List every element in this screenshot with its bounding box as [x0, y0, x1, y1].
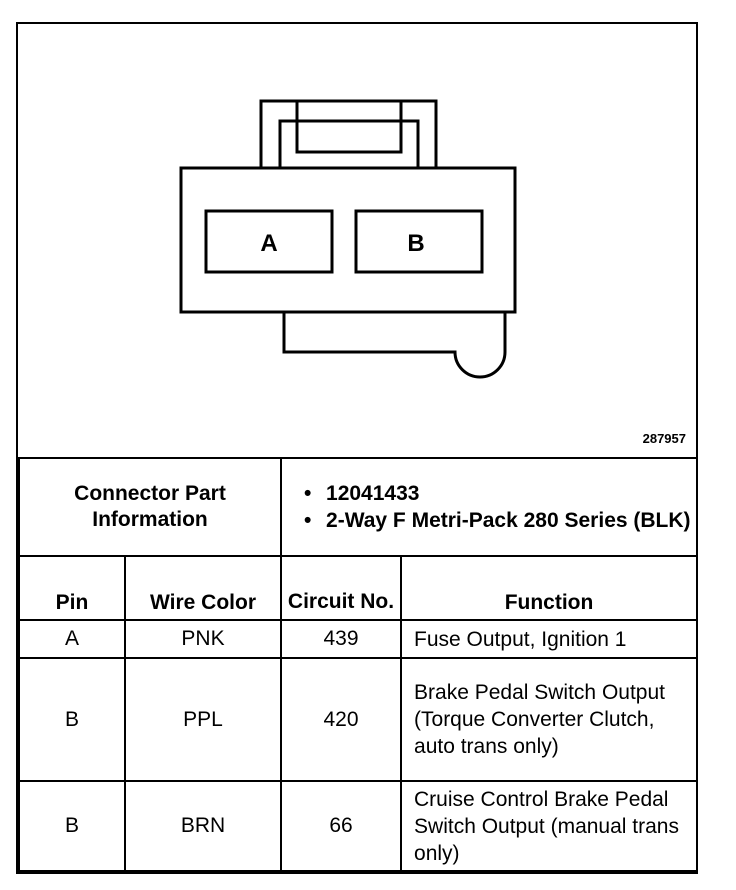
latch-outer: [261, 101, 436, 168]
header-function: Function: [401, 556, 697, 620]
latch-window: [297, 101, 401, 152]
connector-figure: [18, 24, 696, 457]
pin-label-b: B: [407, 230, 425, 257]
cell-circuit-no: 420: [281, 658, 401, 781]
cell-pin: B: [19, 658, 125, 781]
cell-function: Fuse Output, Ignition 1: [401, 620, 697, 658]
part-number: • 12041433: [304, 482, 420, 505]
cell-pin: B: [19, 781, 125, 871]
cell-wire-color: PNK: [125, 620, 281, 658]
connector-body: [181, 168, 515, 312]
cell-function: Brake Pedal Switch Output (Torque Converter Clutch, auto trans only): [401, 658, 697, 781]
cell-function: Cruise Control Brake Pedal Switch Output (manual trans only): [401, 781, 697, 871]
connector-sheet: [16, 22, 698, 874]
cell-pin: A: [19, 620, 125, 658]
table-row: [19, 620, 697, 658]
connector-table: [18, 457, 698, 872]
pin-label-a: A: [260, 230, 278, 257]
bullet-icon: •: [304, 509, 312, 532]
cell-wire-color: BRN: [125, 781, 281, 871]
header-pin: Pin: [19, 556, 125, 620]
cell-wire-color: PPL: [125, 658, 281, 781]
table-header-row: [19, 556, 697, 620]
part-info-label: Connector Part Information: [19, 458, 281, 556]
cell-circuit-no: 66: [281, 781, 401, 871]
connector-key: [284, 312, 505, 377]
table-row: [19, 781, 697, 871]
header-wire-color: Wire Color: [125, 556, 281, 620]
table-row: [19, 658, 697, 781]
connector-drawing: [18, 24, 696, 457]
bullet-icon: •: [304, 482, 312, 505]
figure-id: 287957: [642, 431, 686, 446]
part-info-row: [19, 458, 697, 556]
header-circuit-no: Circuit No.: [281, 556, 401, 620]
cell-circuit-no: 439: [281, 620, 401, 658]
part-info-details: [281, 458, 697, 556]
latch-inner: [280, 121, 418, 168]
part-description: • 2-Way F Metri-Pack 280 Series (BLK): [304, 509, 691, 532]
